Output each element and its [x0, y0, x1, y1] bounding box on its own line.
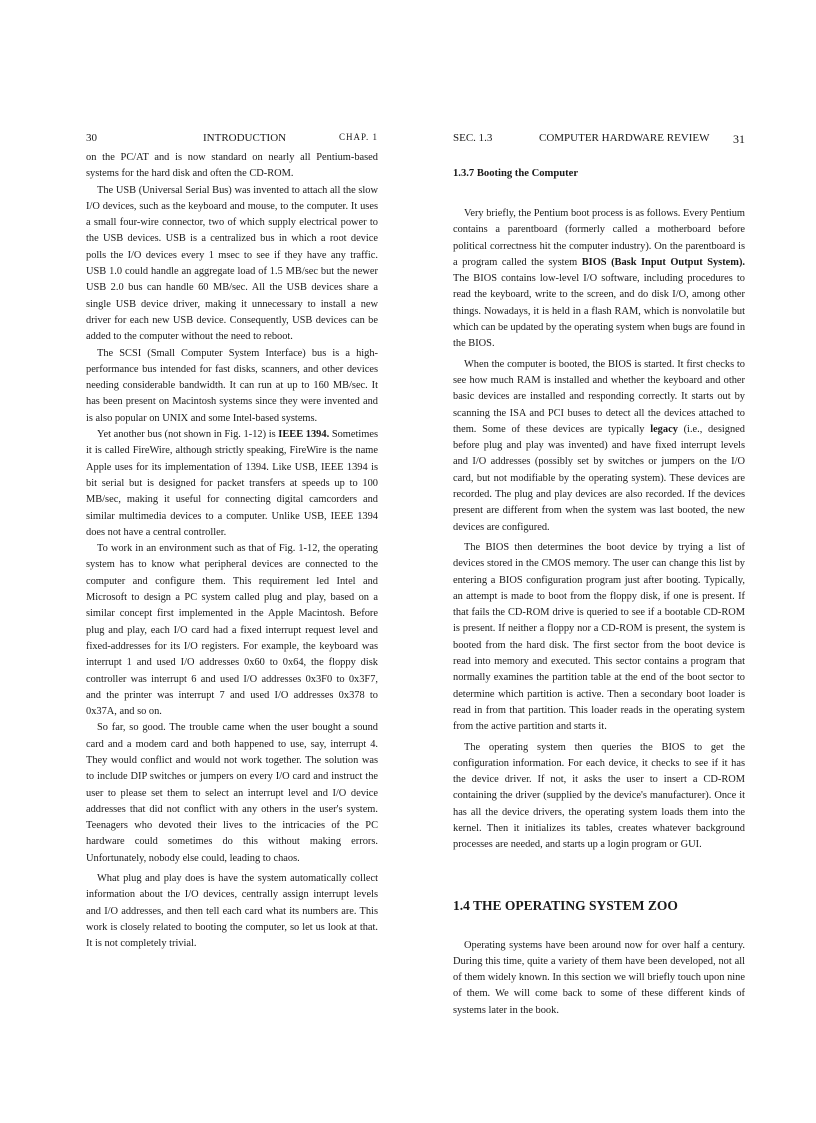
paragraph-text: (i.e., designed before plug and play was invented) and have fixed interrupt levels and I/O addresses (possibly set by switches or jumpers on the I/O card, but not modifiable by the operating system). These devices are recorded. The plug and play devices are also recorded. If the devices present are different from when the system was last booted, the new devices are configured. — [453, 423, 745, 533]
paragraph-text: Yet another bus (not shown in Fig. 1-12) is — [97, 429, 279, 441]
right-running-title: COMPUTER HARDWARE REVIEW — [539, 132, 710, 144]
left-page-header — [86, 132, 378, 150]
right-page — [453, 132, 745, 1019]
paragraph — [453, 357, 745, 536]
subsection-heading: 1.3.7 Booting the Computer — [453, 168, 579, 179]
paragraph — [453, 206, 745, 353]
paragraph: So far, so good. The trouble came when the user bought a sound card and a modem card and both happened to use, say, interrupt 4. They would conflict and would not work together. The solution was to include DIP switches or jumpers on every I/O card and instruct the user to please set them to select an interrupt level and I/O device addresses that did not conflict with any others in the user's system. Teenagers who devoted their lives to the intricacies of the PC hardware could sometimes do this without making errors. Unfortunately, nobody else could, leading to chaos. — [86, 722, 378, 864]
left-running-title: INTRODUCTION — [203, 132, 287, 144]
paragraph: The USB (Universal Serial Bus) was invented to attach all the slow I/O devices, such as the keyboard and mouse, to the computer. It uses a small four-wire connector, two of which supply electrical power to the USB devices. USB is a centralized bus in which a root device polls the I/O devices every 1 msec to see if they have any traffic. USB 1.0 could handle an aggregate load of 1.5 MB/sec but the newer USB 2.0 bus can handle 60 MB/sec. All the USB devices share a single USB device driver, making it unnecessary to install a new driver for each new USB device. Consequently, USB devices can be added to the computer without the need to reboot. — [86, 184, 378, 343]
paragraph: on the PC/AT and is now standard on nearly all Pentium-based systems for the hard disk and often the CD-ROM. — [86, 152, 378, 180]
paragraph-text: Sometimes it is called FireWire, although strictly speaking, FireWire is the name Apple uses for its implementation of 1394. Like USB, IEEE 1394 is bit serial but is designed for packet transfers at speeds up to 100 MB/sec, making it useful for connecting digital camcorders and similar multimedia devices to a computer. Unlike USB, IEEE 1394 does not have a central controller. — [86, 429, 379, 538]
section-heading: 1.4 THE OPERATING SYSTEM ZOO — [453, 897, 678, 913]
term-ieee-1394: IEEE 1394. — [278, 429, 330, 441]
term-bios: BIOS (Bask Input Output System). — [581, 256, 745, 268]
paragraph: The SCSI (Small Computer System Interface) bus is a high-performance bus intended for fast disks, scanners, and other devices needing considerable bandwidth. It can run at up to 160 MB/sec. It has been present on Macintosh systems since they were invented and is also popular on UNIX and some Intel-based systems. — [86, 347, 378, 424]
right-page-number: 31 — [733, 132, 745, 146]
right-section-label: SEC. 1.3 — [453, 132, 493, 144]
paragraph: The operating system then queries the BIOS to get the configuration information. For each device, it checks to see if it has the device driver. If not, it asks the user to insert a CD-ROM containing the driver (supplied by the device's manufacturer). Once it has all the device drivers, the operating system loads them into the kernel. Then it initializes its tables, creates whatever background processes are needed, and starts up a login program or GUI. — [453, 741, 745, 851]
paragraph-text: Very briefly, the Pentium boot process is as follows. Every Pentium contains a parentboard (formerly called a motherboard before political correctness hit the computer industry). On the parentboard is a program called the system — [453, 208, 745, 268]
left-page — [86, 132, 378, 953]
paragraph-text: The BIOS contains low-level I/O software, including procedures to read the keyboard, write to the screen, and do disk I/O, among other things. Nowadays, it is held in a flash RAM, which is nonvolatile but which can be updated by the operating system when bugs are found in the BIOS. — [453, 273, 746, 350]
left-page-number: 30 — [86, 132, 97, 144]
right-page-header — [453, 132, 745, 150]
term-legacy: legacy — [650, 423, 678, 435]
left-chapter-label: CHAP. 1 — [338, 132, 378, 142]
paragraph: Operating systems have been around now for over half a century. During this time, quite a variety of them have been developed, not all of them widely known. In this section we will briefly touch upon nine of them. We will come back to some of these different kinds of systems later in the book. — [453, 939, 745, 1016]
paragraph-text: When the computer is booted, the BIOS is started. It first checks to see how much RAM is installed and whether the keyboard and other basic devices are installed and responding correctly. It starts out by scanning the ISA and PCI buses to detect all the devices attached to them. Some of these devices are typically — [453, 358, 745, 435]
paragraph — [86, 427, 378, 541]
paragraph: What plug and play does is have the system automatically collect information about the I/O devices, centrally assign interrupt levels and I/O addresses, and then tell each card what its numbers are. This work is closely related to booting the computer, so let us look at that. It is not completely trivial. — [86, 873, 378, 950]
paragraph: The BIOS then determines the boot device by trying a list of devices stored in the CMOS memory. The user can change this list by entering a BIOS configuration program just after booting. Typically, an attempt is made to boot from the floppy disk, if one is present. If that fails the CD-ROM drive is queried to see if a bootable CD-ROM is present. If neither a floppy nor a CD-ROM is present, the system is booted from the hard disk. The first sector from the boot device is read into memory and executed. This sector contains a program that normally examines the partition table at the end of the boot sector to determine which partition is active. Then a secondary boot loader is read in from that partition. This loader reads in the operating system from the active partition and starts it. — [453, 541, 745, 733]
paragraph: To work in an environment such as that of Fig. 1-12, the operating system has to know what peripheral devices are connected to the computer and configure them. This requirement led Intel and Microsoft to design a PC system called plug and play, based on a similar concept first implemented in the Apple Macintosh. Before plug and play, each I/O card had a fixed interrupt request level and fixed-addresses for its I/O registers. For example, the keyboard was interrupt 1 and used I/O addresses 0x60 to 0x64, the floppy disk controller was interrupt 6 and used I/O addresses 0x3F0 to 0x3F7, and the printer was interrupt 7 and used I/O addresses 0x378 to 0x37A, and so on. — [86, 543, 378, 718]
